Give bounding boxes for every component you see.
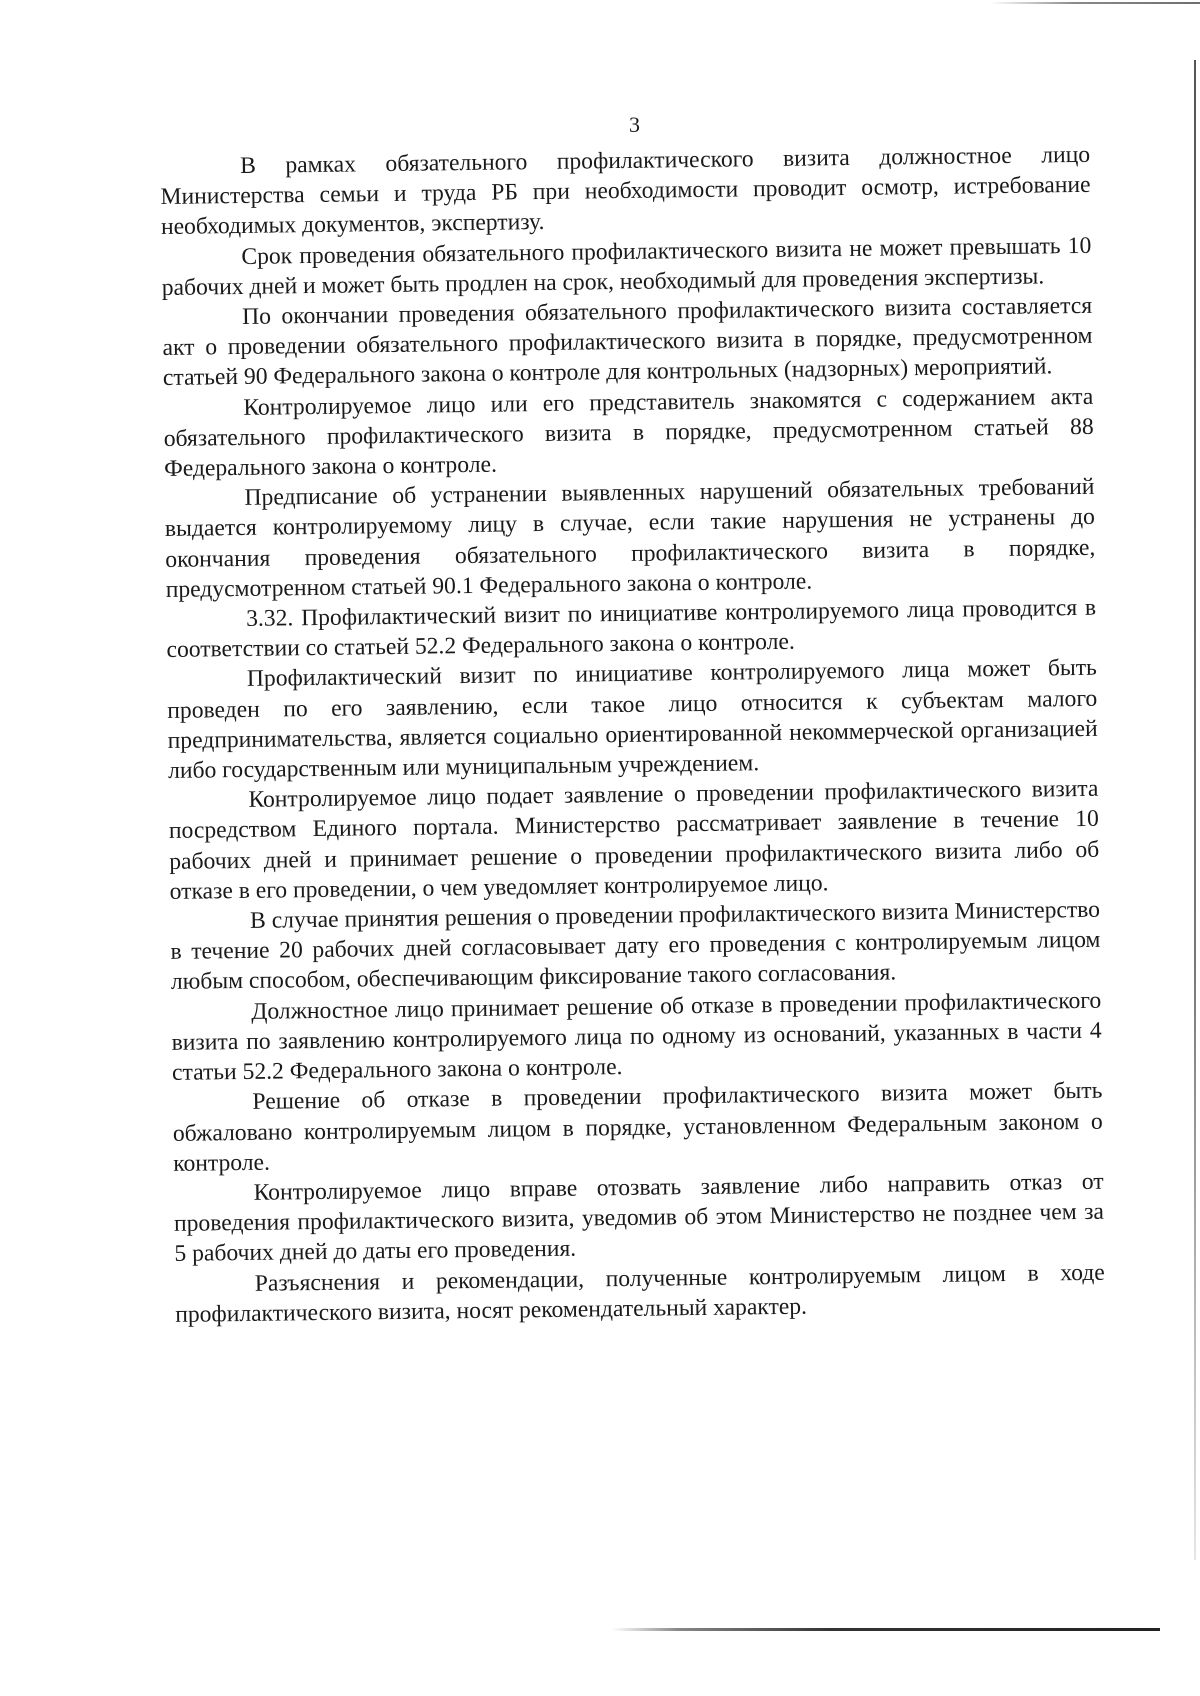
paragraph: В рамках обязательного профилактического визита должностное лицо Министерства семьи и труда РБ при необходимости проводит осмотр, истребование необходимых документов, экспертизу. [160,141,1091,241]
scan-edge-bottom [612,1628,1160,1631]
paragraph: Предписание об устранении выявленных нарушений обязательных требований выдается контролируемому лицу в случае, если такие нарушения не устранены до окончания проведения обязательного профилактического визита в порядке, предусмотренном статьей 90.1 Федерального закона о контроле. [164,474,1096,603]
paragraph: Профилактический визит по инициативе контролируемого лица может быть проведен по его заявлению, если такое лицо относится к субъектам малого предпринимательства, является социально ориентированной некоммерческой организацией либо государственным или муниципальным учреждением. [167,655,1098,785]
page-number: 3 [629,112,641,137]
paragraph: Контролируемое лицо подает заявление о проведении профилактического визита посредством Единого портала. Министерство рассматривает заявление в течение 10 рабочих дней и принимает решение о проведении профилактического визита либо об отказе в его проведении, о чем уведомляет контролируемое лицо. [168,776,1100,905]
paragraph: Должностное лицо принимает решение об отказе в проведении профилактического визита по заявлению контролируемого лица по одному из оснований, указанных в части 4 статьи 52.2 Федерального закона о контроле. [171,987,1102,1087]
paragraph: Контролируемое лицо вправе отозвать заявление либо направить отказ от проведения профилактического визита, уведомив об этом Министерство не позднее чем за 5 рабочих дней до даты его проведения. [173,1168,1105,1268]
paragraph: Контролируемое лицо или его представитель знакомятся с содержанием акта обязательного профилактического визита в порядке, предусмотренном статьей 88 Федерального закона о контроле. [163,383,1094,483]
paragraph: 3.32. Профилактический визит по инициативе контролируемого лица проводится в соответствии со статьей 52.2 Федерального закона о контроле. [166,594,1097,664]
paragraph: По окончании проведения обязательного профилактического визита составляется акт о проведении обязательного профилактического визита в порядке, предусмотренном статьей 90 Федерального закона о контроле для контрольных (надзорных) мероприятий. [162,292,1093,392]
paragraph: Разъяснения и рекомендации, полученные контролируемым лицом в ходе профилактического визита, носят рекомендательный характер. [175,1259,1105,1328]
document-body [160,140,1105,1330]
paragraph: Срок проведения обязательного профилактического визита не может превышать 10 рабочих дней и может быть продлен на срок, необходимый для проведения экспертизы. [161,232,1092,301]
paragraph: Решение об отказе в проведении профилактического визита может быть обжаловано контролируемым лицом в порядке, установленном Федеральным законом о контроле. [172,1078,1103,1177]
paragraph: В случае принятия решения о проведении профилактического визита Министерство в течение 20 рабочих дней согласовывает дату его проведения с контролируемым лицом любым способом, обеспечивающим фиксирование такого согласования. [170,896,1101,996]
scan-edge-top [990,2,1200,4]
scan-edge-right [1194,60,1196,1560]
